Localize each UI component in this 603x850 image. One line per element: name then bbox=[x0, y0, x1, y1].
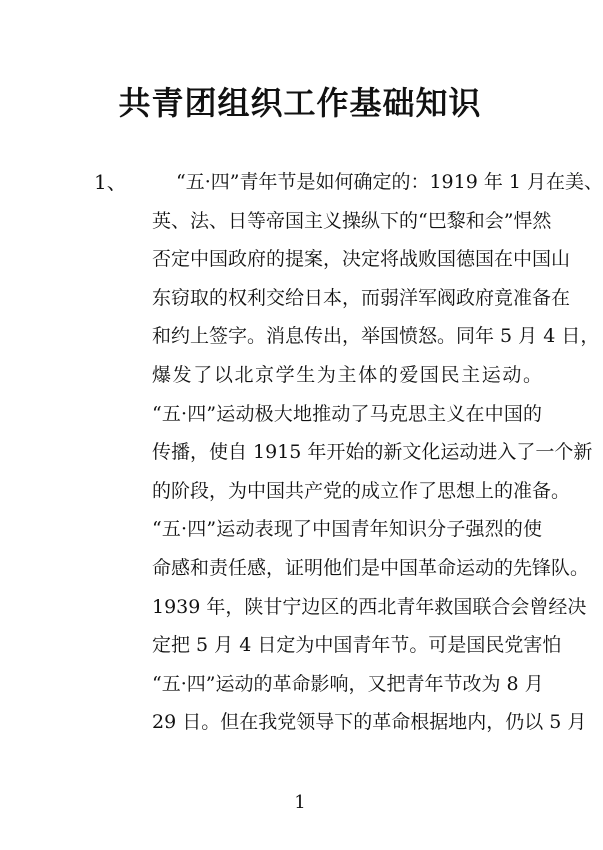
text-line: “五·四”运动的革命影响，又把青年节改为 8 月 bbox=[152, 672, 544, 695]
document-title: 共青团组织工作基础知识 bbox=[118, 84, 482, 122]
text-line: “五·四”青年节是如何确定的：1919 年 1 月在美、 bbox=[176, 171, 603, 193]
text-line: 1939 年，陕甘宁边区的西北青年救国联合会曾经决 bbox=[152, 595, 587, 618]
text-line: 29 日。但在我党领导下的革命根据地内，仍以 5 月 bbox=[152, 711, 587, 734]
text-line: 的阶段，为中国共产党的成立作了思想上的准备。 bbox=[152, 479, 571, 502]
text-line: 和约上签字。消息传出，举国愤怒。同年 5 月 4 日， bbox=[152, 325, 600, 348]
text-line: 爆发了以北京学生为主体的爱国民主运动。 bbox=[152, 363, 542, 386]
page-number: 1 bbox=[294, 792, 306, 813]
text-line: 传播，使自 1915 年开始的新文化运动进入了一个新 bbox=[152, 441, 593, 464]
text-line: “五·四”运动极大地推动了马克思主义在中国的 bbox=[152, 402, 542, 425]
text-line: “五·四”运动表现了中国青年知识分子强烈的使 bbox=[152, 518, 542, 541]
text-line: 东窃取的权利交给日本，而弱洋军阀政府竟准备在 bbox=[152, 286, 571, 309]
text-line: 否定中国政府的提案，决定将战败国德国在中国山 bbox=[152, 248, 571, 271]
text-line: 命感和责任感，证明他们是中国革命运动的先锋队。 bbox=[152, 556, 590, 579]
item-number: 1、 bbox=[94, 170, 127, 194]
text-line: 定把 5 月 4 日定为中国青年节。可是国民党害怕 bbox=[152, 634, 562, 657]
text-line: 英、法、日等帝国主义操纵下的“巴黎和会”悍然 bbox=[152, 209, 552, 232]
body-paragraph bbox=[152, 171, 603, 750]
